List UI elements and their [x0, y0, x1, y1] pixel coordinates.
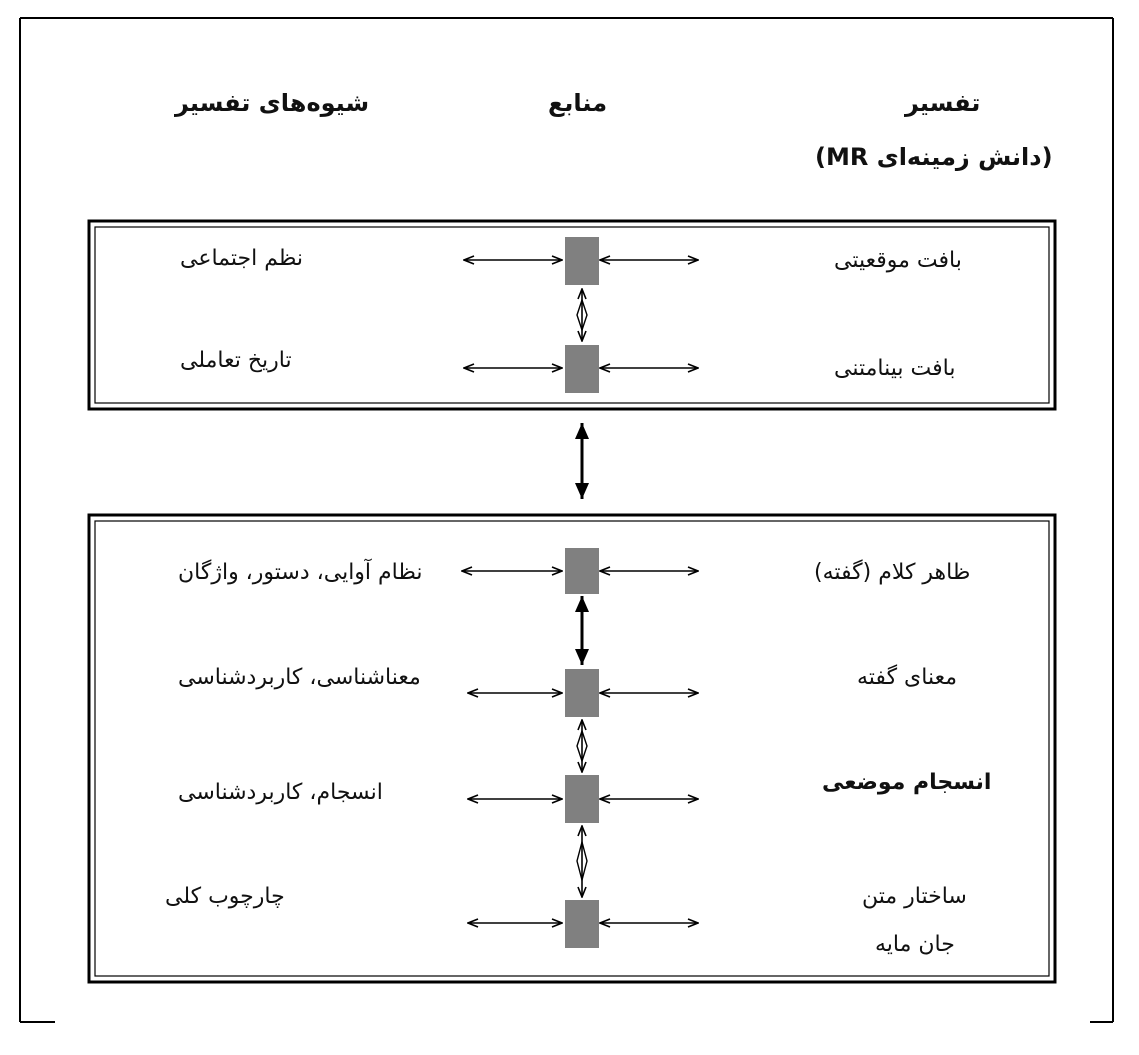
bottom-row-3 — [468, 775, 698, 823]
header-interpretation-sub: (دانش زمینه‌ای MR) — [815, 143, 1053, 171]
bottom-row-2 — [468, 669, 698, 717]
top-row-1-left-label: نظم اجتماعی — [180, 246, 304, 271]
bottom-node-3 — [565, 775, 599, 823]
bottom-row-3-left-label: انسجام، کاربردشناسی — [178, 780, 383, 805]
header-sources: منابع — [548, 89, 608, 117]
top-row-2 — [464, 345, 698, 393]
bottom-row-2-left-label: معناشناسی، کاربردشناسی — [178, 665, 421, 690]
top-row-1-right-label: بافت موقعیتی — [834, 248, 962, 273]
header-methods: شیوه‌های تفسیر — [175, 89, 370, 117]
bottom-node-2 — [565, 669, 599, 717]
header-interpretation: تفسیر — [905, 89, 981, 117]
bottom-row-2-right-label: معنای گفته — [857, 665, 957, 690]
top-row-1 — [464, 237, 698, 285]
bottom-row-4-right-label-2: جان مایه — [875, 932, 955, 957]
bottom-row-3-right-label: انسجام موضعی — [822, 770, 992, 795]
top-node-1 — [565, 237, 599, 285]
bottom-row-4 — [468, 900, 698, 948]
top-node-2 — [565, 345, 599, 393]
bottom-row-1-right-label: ظاهر کلام (گفته) — [814, 560, 971, 585]
bottom-row-4-left-label: چارچوب کلی — [165, 884, 285, 909]
bottom-connector-3 — [577, 826, 587, 897]
bottom-row-4-right-label: ساختار متن — [862, 884, 967, 909]
top-row-2-left-label: تاریخ تعاملی — [180, 348, 292, 373]
bottom-row-1 — [462, 548, 698, 594]
top-row-2-right-label: بافت بینامتنی — [834, 356, 956, 381]
bottom-node-4 — [565, 900, 599, 948]
bottom-connector-2 — [577, 720, 587, 772]
bottom-row-1-left-label: نظام آوایی، دستور، واژگان — [178, 560, 423, 585]
bottom-node-1 — [565, 548, 599, 594]
top-connector — [577, 289, 587, 341]
